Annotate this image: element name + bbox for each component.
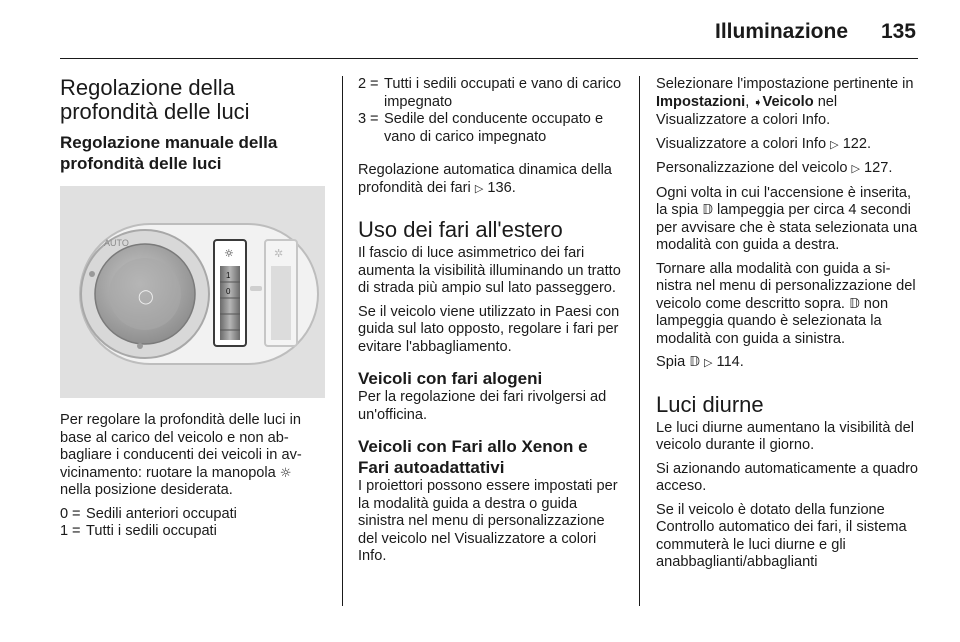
paragraph-xenon: I proiettori possono essere impostati per la modalità guida a destra o guida sinistra nel menu di personalizzazione del veicolo nel Visualizzatore a colori Info.: [358, 478, 618, 564]
column-2: [358, 76, 623, 566]
paragraph-daytime-switch: Se il veicolo è dotato della funzione Controllo automatico dei fari, il sistema commuterà le luci diurne e gli anabbaglianti/abbaglianti: [656, 501, 907, 570]
paragraph-dynamic-levelling: Regolazione automatica dinamica della profondità dei fari ▷ 136.: [358, 162, 612, 196]
menu-arrow-icon: ➧: [753, 96, 763, 109]
subsection-heading-halogen: Veicoli con fari alogeni: [358, 369, 543, 388]
paragraph-return-left: Tornare alla modalità con guida a sinistra nel menu di personalizzazione del veicolo come descritto sopra. 𝔻 non lampeggia quando è selezionata la modalità con guida a sinistra.: [656, 260, 916, 347]
light-switch-figure: [60, 186, 325, 398]
list-item: 0 = Sedili anteriori occupati: [60, 505, 237, 522]
headlight-warning-icon: 𝔻: [849, 296, 860, 312]
load-positions-list-cont: [358, 76, 623, 146]
svg-text:✲: ✲: [274, 247, 284, 260]
column-rule-1: [342, 76, 343, 606]
paragraph-daytime-auto: Si azionando automaticamente a quadro acceso.: [656, 460, 919, 494]
section-heading-abroad: Uso dei fari all'estero: [358, 217, 563, 242]
paragraph-halogen: Per la regolazione dei fari rivolgersi ad un'officina.: [358, 389, 607, 423]
wheel-mark-0: 0: [226, 287, 231, 296]
paragraph-manual-adjust: Per regolare la profondità delle luci in base al carico del veicolo e non abbagliare i conducenti dei veicoli in avvicinamento: ruotare la manopola ☼ nella posizione desiderata.: [60, 412, 302, 498]
load-positions-list: [60, 506, 325, 541]
headlight-warning-icon: 𝔻: [689, 355, 700, 370]
auto-label: AUTO: [104, 238, 129, 248]
page-ref-arrow-icon: ▷: [704, 357, 713, 369]
paragraph-ref-warning-light: Spia 𝔻 ▷ 114.: [656, 354, 744, 370]
page-ref-arrow-icon: ▷: [830, 138, 839, 151]
subsection-heading-xenon: Veicoli con Fari allo Xenon e Fari autoadattativi: [358, 437, 588, 477]
page-number: 135: [880, 20, 916, 43]
page-ref-arrow-icon: ▷: [474, 182, 484, 195]
paragraph-opposite-side: Se il veicolo viene utilizzato in Paesi con guida sul lato opposto, regolare i fari per evitare l'abbagliamento.: [358, 303, 620, 355]
paragraph-daytime-visibility: Le luci diurne aumentano la visibilità del veicolo durante il giorno.: [656, 419, 914, 453]
svg-text:◯: ◯: [138, 289, 154, 305]
header-rule: [60, 58, 918, 59]
running-header-title: Illuminazione: [714, 20, 848, 43]
list-item: 2 = Tutti i sedili occupati e vano di carico impegnato: [358, 76, 622, 110]
page-ref-arrow-icon: ▷: [851, 163, 860, 175]
svg-text:☼: ☼: [224, 247, 234, 260]
headlight-warning-icon: 𝔻: [702, 203, 713, 218]
column-1: [60, 76, 325, 541]
headlight-range-icon: ☼: [279, 465, 292, 481]
paragraph-warning-flash: Ogni volta in cui l'accensione è inserita, la spia 𝔻 lampeggia per circa 4 secondi per avvisare che è stata selezionata una modalità con guida a destra.: [656, 184, 918, 253]
wheel-mark-1: 1: [226, 271, 231, 280]
paragraph-ref-info-display: Visualizzatore a colori Info ▷ 122.: [656, 135, 872, 152]
list-item: 3 = Sedile del conducente occupato e vano di carico impegnato: [358, 111, 604, 145]
column-3: [656, 76, 921, 572]
paragraph-ref-personalization: Personalizzazione del veicolo ▷ 127.: [656, 160, 893, 176]
column-rule-2: [639, 76, 640, 606]
light-switch-illustration: [60, 186, 325, 398]
section-heading-daytime-lights: Luci diurne: [656, 391, 764, 417]
section-heading-headlight-range: Regolazione della profondità delle luci: [60, 75, 250, 124]
paragraph-asymmetric-beam: Il fascio di luce asimmetrico dei fari aumenta la visibilità illuminando un tratto di strada più ampio sul lato passeggero.: [358, 245, 621, 296]
subsection-heading-manual: Regolazione manuale della profondità delle luci: [60, 133, 278, 173]
paragraph-select-setting: Selezionare l'impostazione pertinente in Impostazioni, ➧Veicolo nel Visualizzatore a colori Info.: [656, 76, 914, 128]
list-item: 1 = Tutti i sedili occupati: [60, 523, 217, 539]
